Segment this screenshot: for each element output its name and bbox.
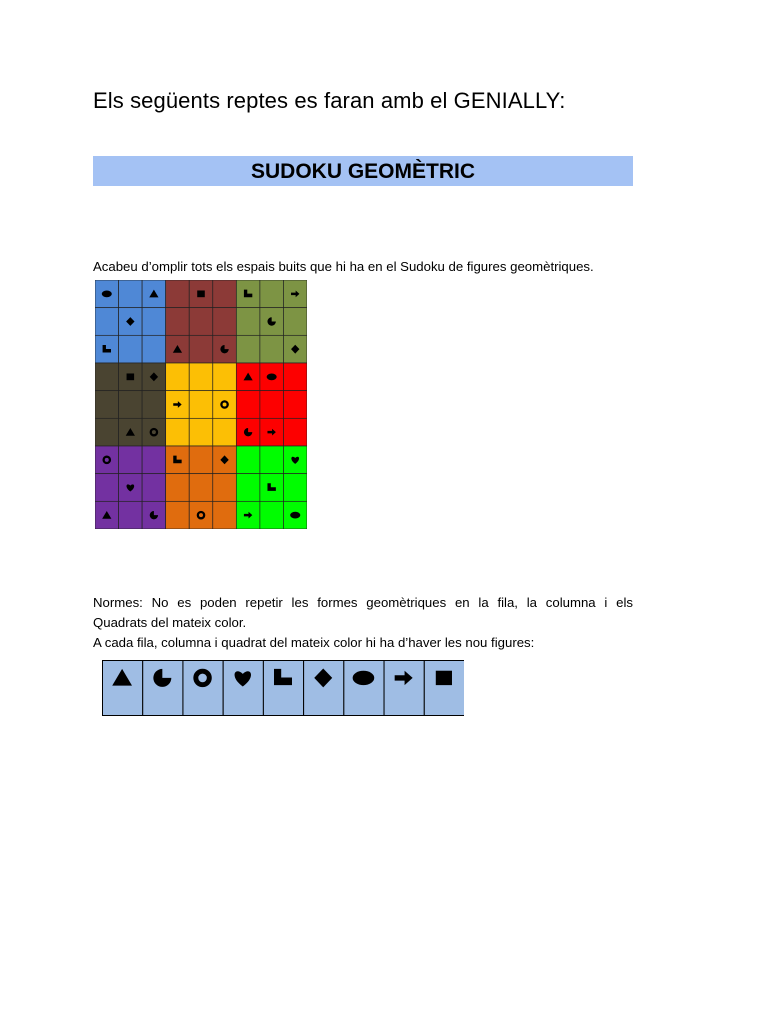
sudoku-cell[interactable] (166, 280, 190, 308)
sudoku-cell[interactable] (189, 418, 213, 446)
sudoku-cell[interactable] (95, 474, 119, 502)
sudoku-cell[interactable] (213, 280, 237, 308)
ellipse-icon (290, 512, 300, 519)
sudoku-cell[interactable] (166, 418, 190, 446)
sudoku-cell[interactable] (166, 363, 190, 391)
sudoku-cell[interactable] (189, 446, 213, 474)
rules-line-1: Normes: No es poden repetir les formes geomètriques en la fila, la columna i els (93, 595, 633, 610)
sudoku-cell[interactable] (95, 391, 119, 419)
rules-line-2: Quadrats del mateix color. (93, 615, 247, 630)
sudoku-cell[interactable] (166, 474, 190, 502)
sudoku-cell[interactable] (166, 501, 190, 529)
sudoku-cell[interactable] (283, 363, 307, 391)
sudoku-cell[interactable] (236, 446, 260, 474)
rules-line-3: A cada fila, columna i quadrat del mateix color hi ha d’haver les nou figures: (93, 635, 535, 650)
sudoku-cell[interactable] (189, 474, 213, 502)
sudoku-cell[interactable] (142, 474, 166, 502)
sudoku-cell[interactable] (189, 335, 213, 363)
sudoku-cell[interactable] (189, 501, 213, 529)
legend-cell (424, 661, 464, 716)
square-icon (127, 373, 135, 380)
sudoku-cell[interactable] (236, 474, 260, 502)
ellipse-icon (353, 671, 375, 685)
sudoku-cell[interactable] (260, 446, 284, 474)
sudoku-cell[interactable] (260, 391, 284, 419)
ellipse-icon (267, 373, 277, 380)
ellipse-icon (102, 290, 112, 297)
legend-cell (143, 661, 183, 716)
sudoku-title-banner (93, 156, 633, 186)
legend-cell (384, 661, 424, 716)
sudoku-cell[interactable] (213, 474, 237, 502)
sudoku-cell[interactable] (283, 391, 307, 419)
legend-cell (304, 661, 344, 716)
figures-legend (102, 660, 464, 716)
sudoku-cell[interactable] (213, 363, 237, 391)
sudoku-cell[interactable] (119, 501, 143, 529)
sudoku-cell[interactable] (119, 446, 143, 474)
sudoku-cell[interactable] (260, 335, 284, 363)
sudoku-cell[interactable] (213, 501, 237, 529)
sudoku-title: SUDOKU GEOMÈTRIC (250, 160, 475, 183)
sudoku-cell[interactable] (283, 308, 307, 336)
sudoku-cell[interactable] (142, 308, 166, 336)
square-icon (436, 671, 452, 685)
sudoku-cell[interactable] (283, 474, 307, 502)
sudoku-cell[interactable] (95, 418, 119, 446)
sudoku-cell[interactable] (142, 391, 166, 419)
sudoku-cell[interactable] (119, 335, 143, 363)
sudoku-cell[interactable] (260, 501, 284, 529)
sudoku-cell[interactable] (142, 418, 166, 446)
sudoku-cell[interactable] (189, 363, 213, 391)
sudoku-cell[interactable] (213, 418, 237, 446)
sudoku-cell[interactable] (95, 363, 119, 391)
sudoku-cell[interactable] (236, 335, 260, 363)
square-icon (197, 290, 205, 297)
sudoku-cell[interactable] (260, 280, 284, 308)
sudoku-cell[interactable] (119, 280, 143, 308)
legend-cell (103, 661, 143, 716)
sudoku-cell[interactable] (119, 391, 143, 419)
page-heading: Els següents reptes es faran amb el GENIALLY: (93, 88, 566, 113)
sudoku-cell[interactable] (189, 308, 213, 336)
sudoku-cell[interactable] (95, 308, 119, 336)
sudoku-cell[interactable] (166, 308, 190, 336)
sudoku-cell[interactable] (142, 335, 166, 363)
sudoku-grid[interactable] (95, 280, 307, 529)
legend-cell (344, 661, 384, 716)
legend-cell (263, 661, 303, 716)
sudoku-cell[interactable] (142, 446, 166, 474)
sudoku-cell[interactable] (213, 308, 237, 336)
instructions-text: Acabeu d’omplir tots els espais buits que hi ha en el Sudoku de figures geomètriques. (93, 259, 594, 274)
rules-paragraph (93, 593, 633, 653)
sudoku-cell[interactable] (236, 308, 260, 336)
sudoku-cell[interactable] (213, 391, 237, 419)
legend-cell (223, 661, 263, 716)
sudoku-cell[interactable] (189, 391, 213, 419)
sudoku-cell[interactable] (95, 446, 119, 474)
sudoku-cell[interactable] (236, 391, 260, 419)
sudoku-cell[interactable] (283, 418, 307, 446)
